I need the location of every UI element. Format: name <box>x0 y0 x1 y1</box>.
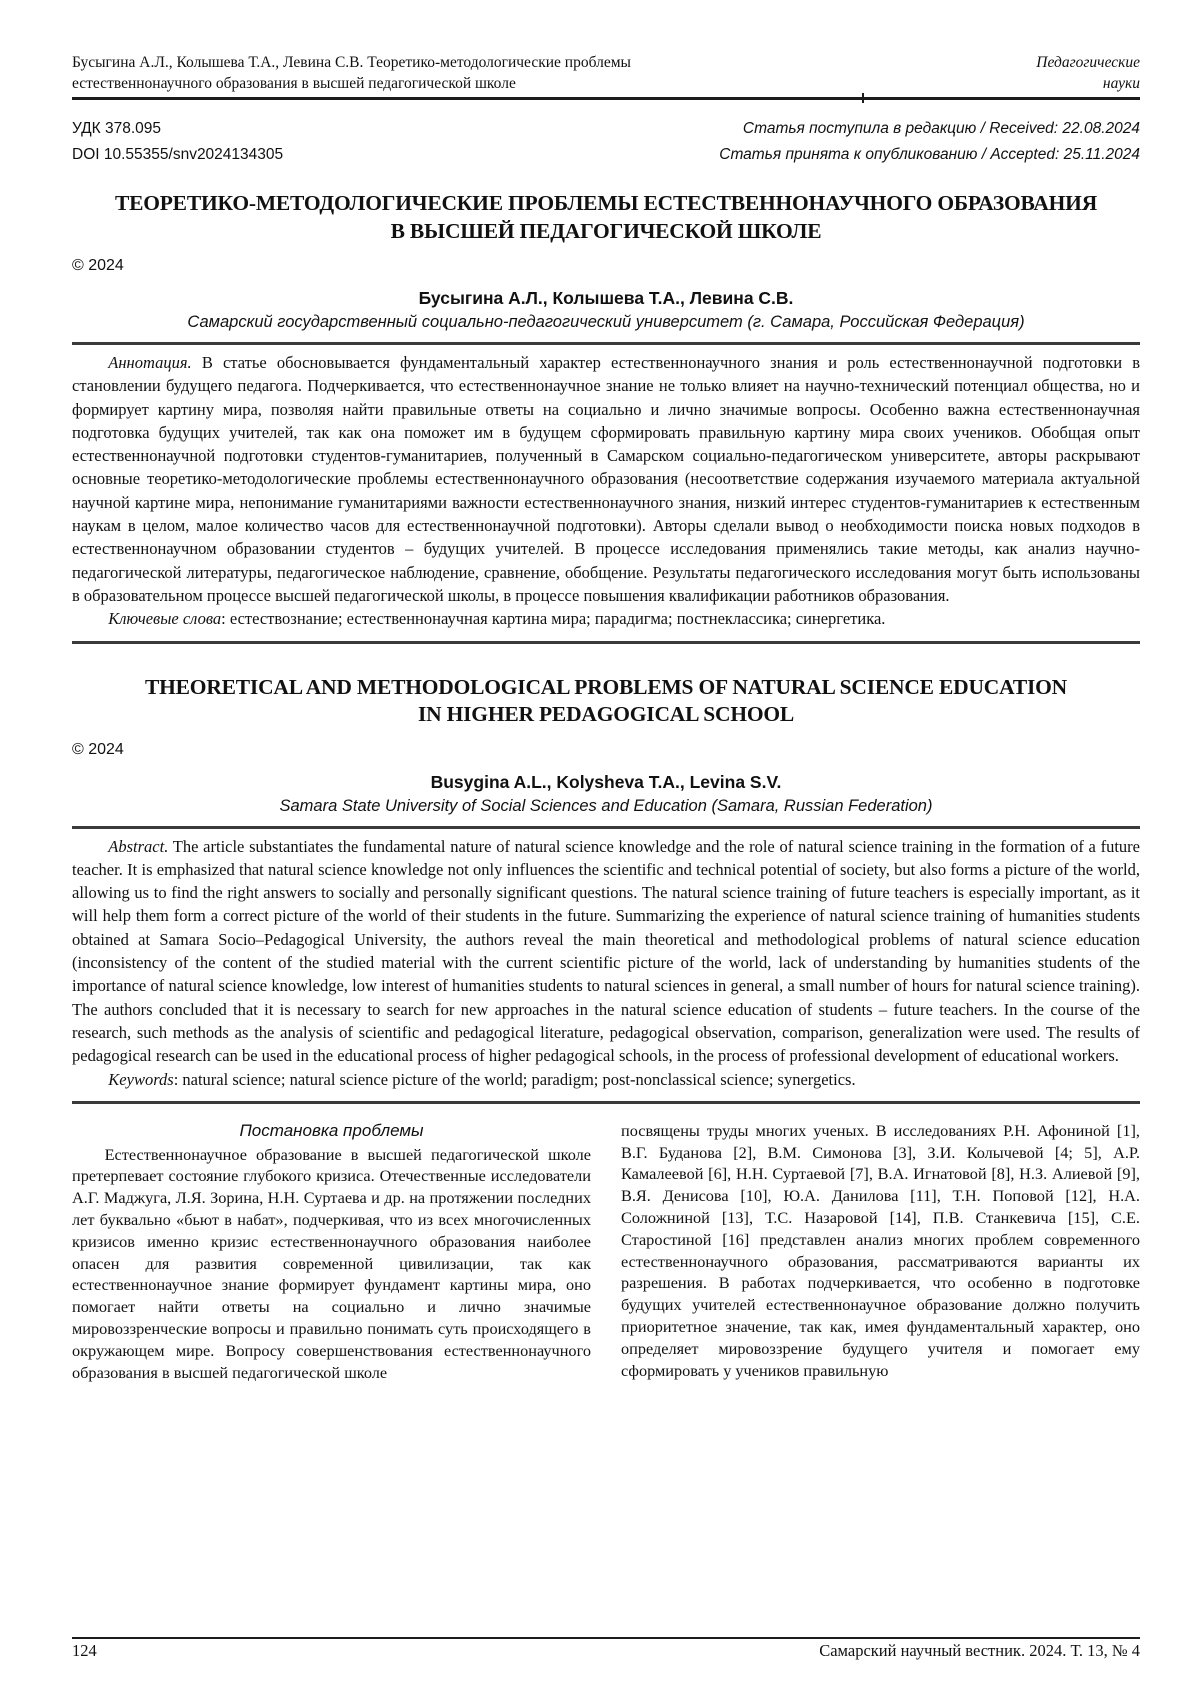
section-heading-problem-statement: Постановка проблемы <box>239 1120 424 1140</box>
copyright-en: © 2024 <box>72 740 124 758</box>
running-header-subject-line2: науки <box>1102 75 1140 92</box>
abstract-en-text: The article substantiates the fundamental nature of natural science knowledge and the role of natural science training in the formation of a future teacher. It is emphasized that natural science knowledge not only influences the scientific and technical potential of society, but also forms a picture of the world, allowing us to find the right answers to socially and personally significant questions. The natural science training of future teachers is especially important, as it will help them form a correct picture of the world of their students in the future. Summarizing the experience of natural science training of humanities students obtained at Samara Socio–Pedagogical University, the authors reveal the main theoretical and methodological problems of natural science education (inconsistency of the content of the studied material with the current scientific picture of the world, lack of understanding by humanities students of the importance of natural science knowledge, low interest of humanities students to natural sciences in general, a small number of hours for natural science training). The authors concluded that it is necessary to search for new approaches in the natural science education of students – future teachers. In the course of the research, such methods as the analysis of scientific and pedagogical literature, pedagogical observation, comparison, generalization were used. The results of pedagogical research can be used in the educational process of higher pedagogical schools, in the process of professional development of educational workers. <box>72 836 1140 1066</box>
article-title-ru-line2: В ВЫСШЕЙ ПЕДАГОГИЧЕСКОЙ ШКОЛЕ <box>390 218 822 243</box>
two-column-body <box>72 1120 1140 1384</box>
rule-above-abstract-en <box>72 826 1140 829</box>
authors-ru: Бусыгина А.Л., Колышева Т.А., Левина С.В. <box>418 288 794 308</box>
abstract-en-label: Abstract. <box>108 836 169 856</box>
rule-below-keywords-en <box>72 1101 1140 1104</box>
affiliation-ru: Самарский государственный социально-педагогический университет (г. Самара, Российская Федерация) <box>187 313 1025 331</box>
running-header-line1: Бусыгина А.Л., Колышева Т.А., Левина С.В. Теоретико-методологические проблемы <box>72 54 631 71</box>
journal-reference: Самарский научный вестник. 2024. Т. 13, № 4 <box>819 1641 1140 1660</box>
abstract-ru-text: В статье обосновывается фундаментальный характер естественнонаучного знания и роль естественнонаучной подготовки в становлении будущего педагога. Подчеркивается, что естественнонаучное знание не только влияет на научно-технический потенциал общества, но и формирует картину мира, позволяя найти правильные ответы на социально и лично значимые вопросы. Особенно важна естественнонаучная подготовка будущих учителей, так как она поможет им в будущем сформировать правильную картину мира своих учеников. Обобщая опыт естественнонаучной подготовки студентов-гуманитариев, полученный в Самарском социально-педагогическом университете, авторы раскрывают основные теоретико-методологические проблемы естественнонаучного образования (несоответствие содержания изучаемого материала актуальной научной картине мира, непонимание гуманитариями важности естественнонаучного знания, низкий интерес студентов-гуманитариев к естественным наукам в целом, малое количество часов для естественнонаучной подготовки). Авторы сделали вывод о необходимости поиска новых подходов в естественнонаучном образовании студентов – будущих учителей. В процессе исследования применялись такие методы, как анализ научно-педагогической литературы, педагогическое наблюдение, сравнение, обобщение. Результаты педагогического исследования могут быть использованы в образовательном процессе высшей педагогической школы, в процессе повышения квалификации работников образования. <box>72 353 1140 605</box>
keywords-ru <box>72 607 1140 630</box>
keywords-en-label: Keywords <box>108 1069 174 1089</box>
copyright-ru: © 2024 <box>72 257 124 274</box>
abstract-en <box>72 835 1140 1068</box>
article-title-en-line2: IN HIGHER PEDAGOGICAL SCHOOL <box>417 702 795 727</box>
doi-code: DOI 10.55355/snv2024134305 <box>72 146 284 163</box>
footer-row <box>72 1639 1140 1663</box>
received-date: Статья поступила в редакцию / Received: 22.08.2024 <box>742 120 1140 137</box>
keywords-ru-text: : естествознание; естественнонаучная картина мира; парадигма; постнеклассика; синергетика. <box>221 609 886 629</box>
accepted-date: Статья принята к опубликованию / Accepted: 25.11.2024 <box>719 146 1140 163</box>
keywords-ru-label: Ключевые слова <box>108 609 222 629</box>
header-rule-tick <box>862 93 864 103</box>
running-header-line2: естественнонаучного образования в высшей педагогической школе <box>72 75 516 92</box>
header-rule <box>72 97 1140 100</box>
article-identifiers <box>72 116 283 168</box>
abstract-ru-block <box>72 351 1140 631</box>
page-number: 124 <box>72 1641 97 1660</box>
abstract-ru-label: Аннотация. <box>108 353 192 372</box>
column-right-paragraph: посвящены труды многих ученых. В исследованиях Р.Н. Афониной [1], В.Г. Буданова [2], В.М. Симонова [3], З.И. Колычевой [4; 5], А.Р. Камалеевой [6], Н.Н. Суртаевой [7], В.А. Игнатовой [8], Н.З. Алиевой [9], В.Я. Денисова [10], Ю.А. Данилова [11], Т.Н. Поповой [12], Н.А. Соложниной [13], Т.С. Назаровой [14], П.В. Станкевича [15], С.Е. Старостиной [16] представлен анализ многих проблем современного естественнонаучного образования, рассматриваются варианты их разрешения. В работах подчеркивается, что особенно в подготовке будущих учителей естественнонаучное образование должно получить приоритетное значение, так как, имея фундаментальный характер, оно определяет мировоззрение будущего учителя и помогает ему сформировать у учеников правильную <box>621 1120 1140 1380</box>
abstract-ru <box>72 351 1140 607</box>
authors-en: Busygina A.L., Kolysheva T.A., Levina S.V. <box>430 771 782 792</box>
running-header-subject <box>1036 52 1140 94</box>
article-title-en <box>72 674 1140 729</box>
column-left-paragraph: Естественнонаучное образование в высшей педагогической школе претерпевает состояние глубокого кризиса. Отечественные исследователи А.Г. Маджуга, Л.Я. Зорина, Н.Н. Суртаева и др. на протяжении последних лет буквально «бьют в набат», подчеркивая, что из всех многочисленных кризисов именно кризис естественнонаучного образования наиболее опасен для развития современной цивилизации, так как естественнонаучное знание формирует фундамент картины мира, оно помогает найти ответы на социально и лично значимые мировоззренческие вопросы и правильно понимать суть происходящего в окружающем мире. Вопросу совершенствования естественнонаучного образования в высшей педагогической школе <box>72 1144 591 1382</box>
rule-below-keywords-ru <box>72 641 1140 644</box>
article-title-ru-line1: ТЕОРЕТИКО-МЕТОДОЛОГИЧЕСКИЕ ПРОБЛЕМЫ ЕСТЕСТВЕННОНАУЧНОГО ОБРАЗОВАНИЯ <box>114 191 1098 215</box>
rule-above-abstract-ru <box>72 342 1140 345</box>
column-right <box>621 1120 1140 1384</box>
running-header-article-ref <box>72 52 631 94</box>
article-title-en-line1: THEORETICAL AND METHODOLOGICAL PROBLEMS OF NATURAL SCIENCE EDUCATION <box>145 674 1067 699</box>
column-left <box>72 1120 591 1384</box>
running-header-subject-line1: Педагогические <box>1036 54 1140 71</box>
abstract-en-block <box>72 835 1140 1091</box>
page-footer <box>72 1637 1140 1663</box>
running-header <box>72 52 1140 94</box>
udk-code: УДК 378.095 <box>72 120 162 137</box>
article-dates <box>719 116 1140 168</box>
affiliation-en: Samara State University of Social Sciences and Education (Samara, Russian Federation) <box>279 796 933 815</box>
article-meta <box>72 116 1140 168</box>
keywords-en-text: : natural science; natural science picture of the world; paradigm; post-nonclassical science; synergetics. <box>173 1069 856 1089</box>
article-title-ru <box>72 190 1140 245</box>
keywords-en <box>72 1068 1140 1091</box>
